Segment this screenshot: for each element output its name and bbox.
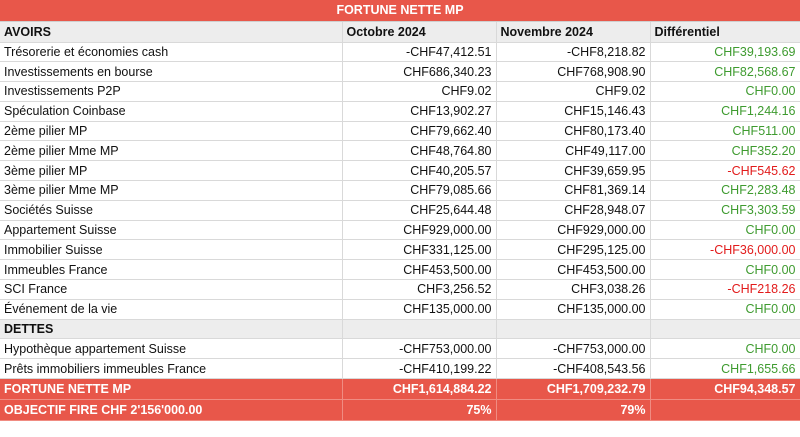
table-row — [0, 339, 800, 359]
october-value[interactable]: CHF3,256.52 — [342, 280, 496, 300]
differential-value[interactable]: -CHF545.62 — [650, 161, 800, 181]
table-row — [0, 299, 800, 319]
november-value[interactable]: -CHF408,543.56 — [496, 359, 650, 379]
row-label[interactable]: Événement de la vie — [0, 299, 342, 319]
header-row — [0, 22, 800, 42]
november-value[interactable]: CHF1,709,232.79 — [496, 379, 650, 400]
row-label[interactable]: SCI France — [0, 280, 342, 300]
november-value[interactable]: CHF15,146.43 — [496, 101, 650, 121]
table-row — [0, 220, 800, 240]
october-value[interactable]: CHF929,000.00 — [342, 220, 496, 240]
row-label[interactable]: Prêts immobiliers immeubles France — [0, 359, 342, 379]
november-value[interactable]: CHF453,500.00 — [496, 260, 650, 280]
differential-value[interactable]: CHF82,568.67 — [650, 62, 800, 82]
table-row — [0, 82, 800, 102]
sheet-title: FORTUNE NETTE MP — [0, 0, 800, 22]
table-row — [0, 141, 800, 161]
header-avoirs[interactable]: AVOIRS — [0, 22, 342, 42]
differential-value[interactable]: CHF39,193.69 — [650, 42, 800, 62]
row-label[interactable]: OBJECTIF FIRE CHF 2'156'000.00 — [0, 400, 342, 421]
table-row — [0, 359, 800, 379]
november-value[interactable]: CHF28,948.07 — [496, 200, 650, 220]
header-differential[interactable]: Différentiel — [650, 22, 800, 42]
october-value[interactable]: CHF453,500.00 — [342, 260, 496, 280]
differential-value[interactable]: CHF0.00 — [650, 260, 800, 280]
table-row — [0, 181, 800, 201]
november-value[interactable]: CHF135,000.00 — [496, 299, 650, 319]
november-value[interactable]: -CHF8,218.82 — [496, 42, 650, 62]
row-label[interactable]: Immeubles France — [0, 260, 342, 280]
differential-value[interactable]: CHF3,303.59 — [650, 200, 800, 220]
differential-value[interactable]: CHF0.00 — [650, 339, 800, 359]
october-value[interactable]: -CHF753,000.00 — [342, 339, 496, 359]
section-dettes-row — [0, 319, 800, 339]
row-label[interactable]: 3ème pilier MP — [0, 161, 342, 181]
november-value[interactable]: -CHF753,000.00 — [496, 339, 650, 359]
november-value[interactable]: CHF49,117.00 — [496, 141, 650, 161]
table-row — [0, 240, 800, 260]
november-value[interactable]: 79% — [496, 400, 650, 421]
row-label[interactable]: Appartement Suisse — [0, 220, 342, 240]
november-value[interactable]: CHF80,173.40 — [496, 121, 650, 141]
october-value[interactable]: CHF79,662.40 — [342, 121, 496, 141]
differential-value[interactable]: CHF352.20 — [650, 141, 800, 161]
differential-value[interactable]: CHF2,283.48 — [650, 181, 800, 201]
row-label[interactable]: Spéculation Coinbase — [0, 101, 342, 121]
row-label[interactable]: 3ème pilier Mme MP — [0, 181, 342, 201]
row-label[interactable]: Investissements en bourse — [0, 62, 342, 82]
row-label[interactable]: Hypothèque appartement Suisse — [0, 339, 342, 359]
objective-row — [0, 400, 800, 421]
empty-cell[interactable] — [650, 319, 800, 339]
differential-value[interactable]: CHF94,348.57 — [650, 379, 800, 400]
differential-value[interactable]: -CHF36,000.00 — [650, 240, 800, 260]
table-row — [0, 62, 800, 82]
net-worth-table — [0, 22, 800, 421]
october-value[interactable]: CHF40,205.57 — [342, 161, 496, 181]
october-value[interactable]: -CHF47,412.51 — [342, 42, 496, 62]
october-value[interactable]: 75% — [342, 400, 496, 421]
november-value[interactable]: CHF768,908.90 — [496, 62, 650, 82]
row-label[interactable]: Immobilier Suisse — [0, 240, 342, 260]
november-value[interactable]: CHF81,369.14 — [496, 181, 650, 201]
october-value[interactable]: CHF48,764.80 — [342, 141, 496, 161]
november-value[interactable]: CHF295,125.00 — [496, 240, 650, 260]
row-label[interactable]: Trésorerie et économies cash — [0, 42, 342, 62]
table-row — [0, 42, 800, 62]
table-row — [0, 101, 800, 121]
november-value[interactable]: CHF929,000.00 — [496, 220, 650, 240]
october-value[interactable]: CHF13,902.27 — [342, 101, 496, 121]
differential-value[interactable]: CHF0.00 — [650, 299, 800, 319]
differential-value[interactable]: CHF1,655.66 — [650, 359, 800, 379]
section-dettes-label[interactable]: DETTES — [0, 319, 342, 339]
total-row — [0, 379, 800, 400]
november-value[interactable]: CHF39,659.95 — [496, 161, 650, 181]
october-value[interactable]: CHF135,000.00 — [342, 299, 496, 319]
empty-cell[interactable] — [342, 319, 496, 339]
table-row — [0, 280, 800, 300]
empty-cell[interactable] — [496, 319, 650, 339]
row-label[interactable]: Sociétés Suisse — [0, 200, 342, 220]
differential-value[interactable]: CHF0.00 — [650, 82, 800, 102]
differential-value[interactable] — [650, 400, 800, 421]
row-label[interactable]: FORTUNE NETTE MP — [0, 379, 342, 400]
table-row — [0, 121, 800, 141]
header-november[interactable]: Novembre 2024 — [496, 22, 650, 42]
differential-value[interactable]: CHF0.00 — [650, 220, 800, 240]
differential-value[interactable]: CHF1,244.16 — [650, 101, 800, 121]
november-value[interactable]: CHF9.02 — [496, 82, 650, 102]
october-value[interactable]: CHF79,085.66 — [342, 181, 496, 201]
header-october[interactable]: Octobre 2024 — [342, 22, 496, 42]
row-label[interactable]: Investissements P2P — [0, 82, 342, 102]
differential-value[interactable]: CHF511.00 — [650, 121, 800, 141]
october-value[interactable]: CHF1,614,884.22 — [342, 379, 496, 400]
october-value[interactable]: CHF686,340.23 — [342, 62, 496, 82]
table-row — [0, 200, 800, 220]
row-label[interactable]: 2ème pilier MP — [0, 121, 342, 141]
october-value[interactable]: CHF331,125.00 — [342, 240, 496, 260]
october-value[interactable]: CHF9.02 — [342, 82, 496, 102]
row-label[interactable]: 2ème pilier Mme MP — [0, 141, 342, 161]
table-row — [0, 260, 800, 280]
october-value[interactable]: CHF25,644.48 — [342, 200, 496, 220]
table-row — [0, 161, 800, 181]
november-value[interactable]: CHF3,038.26 — [496, 280, 650, 300]
october-value[interactable]: -CHF410,199.22 — [342, 359, 496, 379]
differential-value[interactable]: -CHF218.26 — [650, 280, 800, 300]
